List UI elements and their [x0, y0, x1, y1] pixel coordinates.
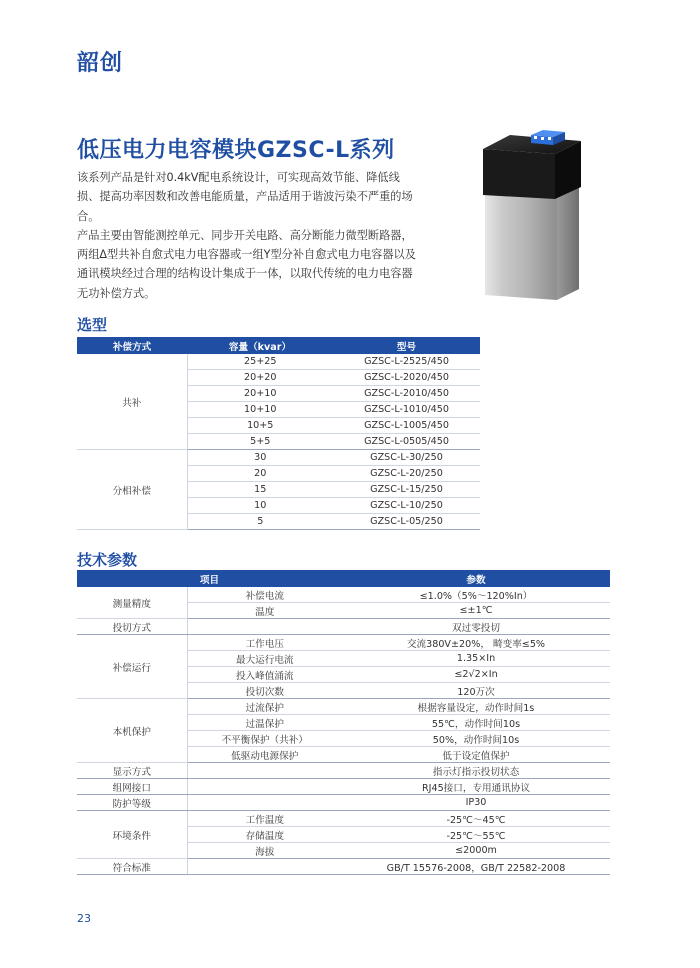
spec-subitem-cell: 最大运行电流	[187, 651, 342, 667]
spec-subitem-cell: 工作温度	[187, 811, 342, 827]
table-row	[77, 354, 480, 370]
spec-value-cell: ≤±1℃	[342, 603, 610, 619]
model-cell: GZSC-L-20/250	[333, 466, 480, 482]
spec-subitem-cell	[187, 763, 342, 779]
capacity-cell: 10	[187, 498, 333, 514]
spec-category-cell: 本机保护	[77, 699, 187, 763]
spec-category-cell: 投切方式	[77, 619, 187, 635]
capacity-cell: 5	[187, 514, 333, 530]
spec-value-cell: 50%，动作时间10s	[342, 731, 610, 747]
spec-value-cell: 120万次	[342, 683, 610, 699]
model-cell: GZSC-L-1005/450	[333, 418, 480, 434]
table-row	[77, 811, 610, 827]
spec-subitem-cell: 海拔	[187, 843, 342, 859]
specs-header-row	[77, 570, 610, 587]
spec-category-cell: 补偿运行	[77, 635, 187, 699]
capacity-cell: 5+5	[187, 434, 333, 450]
intro-paragraph-1: 该系列产品是针对0.4kV配电系统设计，可实现高效节能、降低线损、提高功率因数和改善电能质量，产品适用于谐波污染不严重的场合。	[77, 171, 413, 223]
spec-subitem-cell: 补偿电流	[187, 587, 342, 603]
table-row	[77, 699, 610, 715]
spec-value-cell: 55℃，动作时间10s	[342, 715, 610, 731]
capacity-cell: 20	[187, 466, 333, 482]
header-parameter: 参数	[342, 570, 610, 587]
spec-value-cell: IP30	[342, 795, 610, 811]
spec-value-cell: 交流380V±20%， 畸变率≤5%	[342, 635, 610, 651]
capacity-cell: 10+5	[187, 418, 333, 434]
table-row	[77, 635, 610, 651]
spec-subitem-cell: 投切次数	[187, 683, 342, 699]
table-row	[77, 450, 480, 466]
header-capacity: 容量（kvar）	[187, 337, 333, 354]
spec-category-cell: 测量精度	[77, 587, 187, 619]
spec-category-cell: 组网接口	[77, 779, 187, 795]
spec-subitem-cell	[187, 795, 342, 811]
capacity-cell: 15	[187, 482, 333, 498]
page-number: 23	[77, 912, 91, 925]
table-row	[77, 587, 610, 603]
spec-value-cell: ≤1.0%（5%～120%In）	[342, 587, 610, 603]
specs-section-title: 技术参数	[77, 551, 138, 569]
selection-section-title: 选型	[77, 316, 108, 334]
spec-subitem-cell	[187, 859, 342, 875]
table-row	[77, 859, 610, 875]
spec-subitem-cell: 过温保护	[187, 715, 342, 731]
spec-subitem-cell	[187, 779, 342, 795]
spec-value-cell: GB/T 15576-2008，GB/T 22582-2008	[342, 859, 610, 875]
spec-subitem-cell	[187, 619, 342, 635]
spec-value-cell: ≤2√2×In	[342, 667, 610, 683]
spec-value-cell: 低于设定值保护	[342, 747, 610, 763]
specs-table	[77, 570, 610, 875]
spec-value-cell: ≤2000m	[342, 843, 610, 859]
header-compensation-mode: 补偿方式	[77, 337, 187, 354]
spec-value-cell: -25℃～45℃	[342, 811, 610, 827]
spec-value-cell: -25℃～55℃	[342, 827, 610, 843]
capacity-cell: 30	[187, 450, 333, 466]
spec-subitem-cell: 存储温度	[187, 827, 342, 843]
table-row	[77, 619, 610, 635]
header-model: 型号	[333, 337, 480, 354]
compensation-mode-cell: 分相补偿	[77, 450, 187, 530]
intro-text	[77, 168, 422, 303]
capacitor-module-image	[477, 127, 589, 305]
spec-category-cell: 显示方式	[77, 763, 187, 779]
spec-value-cell: 双过零投切	[342, 619, 610, 635]
capacity-cell: 20+20	[187, 370, 333, 386]
selection-table	[77, 337, 480, 530]
table-row	[77, 795, 610, 811]
spec-subitem-cell: 过流保护	[187, 699, 342, 715]
intro-paragraph-2: 产品主要由智能测控单元、同步开关电路、高分断能力微型断路器，两组Δ型共补自愈式电力电容器或一组Y型分补自愈式电力电容器以及通讯模块经过合理的结构设计集成于一体，以取代传统的电力电容器无功补偿方式。	[77, 228, 416, 300]
header-item: 项目	[77, 570, 342, 587]
capacity-cell: 20+10	[187, 386, 333, 402]
spec-category-cell: 符合标准	[77, 859, 187, 875]
model-cell: GZSC-L-2525/450	[333, 354, 480, 370]
model-cell: GZSC-L-30/250	[333, 450, 480, 466]
model-cell: GZSC-L-2020/450	[333, 370, 480, 386]
spec-subitem-cell: 投入峰值涌流	[187, 667, 342, 683]
spec-value-cell: 根据容量设定，动作时间1s	[342, 699, 610, 715]
compensation-mode-cell: 共补	[77, 354, 187, 450]
spec-value-cell: 指示灯指示投切状态	[342, 763, 610, 779]
model-cell: GZSC-L-2010/450	[333, 386, 480, 402]
spec-subitem-cell: 工作电压	[187, 635, 342, 651]
spec-subitem-cell: 低驱动电源保护	[187, 747, 342, 763]
model-cell: GZSC-L-05/250	[333, 514, 480, 530]
model-cell: GZSC-L-15/250	[333, 482, 480, 498]
spec-subitem-cell: 温度	[187, 603, 342, 619]
spec-category-cell: 环境条件	[77, 811, 187, 859]
capacity-cell: 25+25	[187, 354, 333, 370]
selection-header-row	[77, 337, 480, 354]
model-cell: GZSC-L-0505/450	[333, 434, 480, 450]
spec-value-cell: RJ45接口，专用通讯协议	[342, 779, 610, 795]
capacity-cell: 10+10	[187, 402, 333, 418]
table-row	[77, 779, 610, 795]
spec-subitem-cell: 不平衡保护（共补）	[187, 731, 342, 747]
model-cell: GZSC-L-1010/450	[333, 402, 480, 418]
model-cell: GZSC-L-10/250	[333, 498, 480, 514]
spec-value-cell: 1.35×In	[342, 651, 610, 667]
brand-logo: 韶创	[77, 51, 124, 76]
spec-category-cell: 防护等级	[77, 795, 187, 811]
table-row	[77, 763, 610, 779]
page-title: 低压电力电容模块GZSC-L系列	[77, 138, 395, 163]
